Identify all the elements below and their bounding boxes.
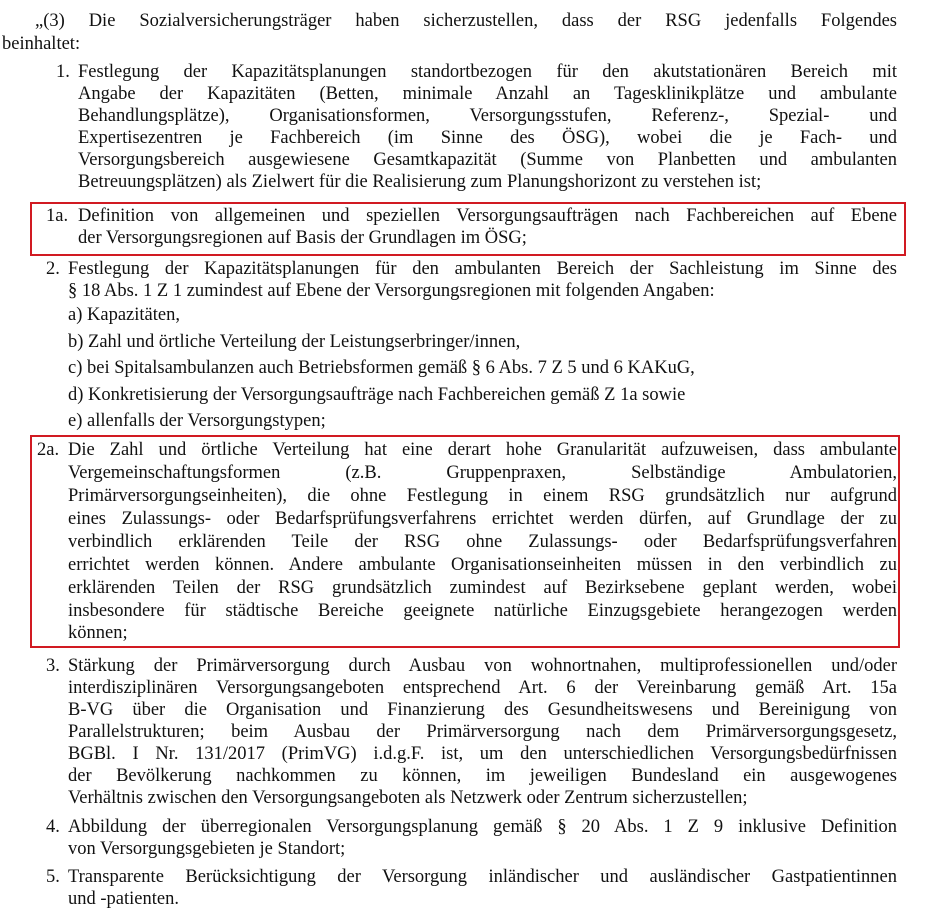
item-number: 1a.	[46, 206, 69, 226]
item-3-line-4: Parallelstrukturen; beim Ausbau der Primärversorgung nach dem Primärversorgungsgesetz,	[68, 722, 897, 742]
item-3-line-6: der Bevölkerung nachkommen zu können, im jeweiligen Bundesland ein ausgewogenes	[68, 766, 897, 786]
item-5-line-1: Transparente Berücksichtigung der Versorgung inländischer und ausländischer Gastpatientinnen	[68, 867, 897, 887]
item-2-line-2: § 18 Abs. 1 Z 1 zumindest auf Ebene der Versorgungsregionen mit folgenden Angaben:	[68, 281, 715, 301]
item-1-line-4: Expertisezentren je Fachbereich (im Sinne des ÖSG), wobei die je Fach- und	[78, 128, 897, 148]
item-2-subitem-a: a) Kapazitäten,	[68, 305, 180, 325]
item-2a-line-3: Primärversorgungseinheiten), die ohne Festlegung in einem RSG grundsätzlich nur aufgrund	[68, 486, 897, 506]
item-1-line-3: Behandlungsplätze), Organisationsformen, Versorgungsstufen, Referenz-, Spezial- und	[78, 106, 897, 126]
item-3-line-7: Verhältnis zwischen den Versorgungsangeboten als Netzwerk oder Zentrum sicherzustellen;	[68, 788, 748, 808]
intro-line-2: beinhaltet:	[2, 34, 81, 54]
item-1a-line-2: der Versorgungsregionen auf Basis der Grundlagen im ÖSG;	[78, 228, 527, 248]
item-1-line-5: Versorgungsbereich ausgewiesene Gesamtkapazität (Summe von Planbetten und ambulanten	[78, 150, 897, 170]
item-2-subitem-d: d) Konkretisierung der Versorgungsaufträge nach Fachbereichen gemäß Z 1a sowie	[68, 385, 686, 405]
item-number: 5.	[46, 867, 60, 887]
item-number: 4.	[46, 817, 60, 837]
item-2-subitem-b: b) Zahl und örtliche Verteilung der Leistungserbringer/innen,	[68, 332, 521, 352]
item-number: 2.	[46, 259, 60, 279]
item-1-line-6: Betreuungsplätzen) als Zielwert für die Realisierung zum Planungshorizont zu verstehen ist;	[78, 172, 762, 192]
item-2-subitem-e: e) allenfalls der Versorgungstypen;	[68, 411, 326, 431]
item-1-line-2: Angabe der Kapazitäten (Betten, minimale Anzahl an Tagesklinikplätze und ambulante	[78, 84, 897, 104]
item-3-line-5: BGBl. I Nr. 131/2017 (PrimVG) i.d.g.F. ist, um den unterschiedlichen Versorgungsbedürfnissen	[68, 744, 897, 764]
intro-line-1: „(3) Die Sozialversicherungsträger haben sicherzustellen, dass der RSG jedenfalls Folgendes	[35, 11, 897, 31]
item-2a-line-9: können;	[68, 623, 128, 643]
item-2a-line-2: Vergemeinschaftungsformen (z.B. Gruppenpraxen, Selbständige Ambulatorien,	[68, 463, 897, 483]
item-number: 2a.	[37, 440, 60, 460]
item-2a-line-6: errichtet werden können. Andere ambulante Organisationseinheiten müssen in den verbindlich zu	[68, 555, 897, 575]
item-2a-line-7: erklärenden Teilen der RSG grundsätzlich zumindest auf Bezirksebene geplant werden, wobei	[68, 578, 897, 598]
item-4-line-2: von Versorgungsgebieten je Standort;	[68, 839, 346, 859]
item-3-line-3: B-VG über die Organisation und Finanzierung des Gesundheitswesens und Bereinigung von	[68, 700, 897, 720]
item-1a-line-1: Definition von allgemeinen und speziellen Versorgungsaufträgen nach Fachbereichen auf Ebene	[78, 206, 897, 226]
item-2a-line-1: Die Zahl und örtliche Verteilung hat eine derart hohe Granularität aufzuweisen, dass ambulante	[68, 440, 897, 460]
item-number: 3.	[46, 656, 60, 676]
item-4-line-1: Abbildung der überregionalen Versorgungsplanung gemäß § 20 Abs. 1 Z 9 inklusive Definition	[68, 817, 897, 837]
item-3-line-2: interdisziplinären Versorgungsangeboten entsprechend Art. 6 der Vereinbarung gemäß Art. 15a	[68, 678, 897, 698]
item-3-line-1: Stärkung der Primärversorgung durch Ausbau von wohnortnahen, multiprofessionellen und/oder	[68, 656, 897, 676]
item-2a-line-5: verbindlich erklärenden Teile der RSG ohne Zulassungs- oder Bedarfsprüfungsverfahren	[68, 532, 897, 552]
item-5-line-2: und -patienten.	[68, 889, 179, 909]
item-2-subitem-c: c) bei Spitalsambulanzen auch Betriebsformen gemäß § 6 Abs. 7 Z 5 und 6 KAKuG,	[68, 358, 695, 378]
item-2a-line-4: eines Zulassungs- oder Bedarfsprüfungsverfahrens errichtet werden dürfen, auf Grundlage der zu	[68, 509, 897, 529]
item-1-line-1: Festlegung der Kapazitätsplanungen standortbezogen für den akutstationären Bereich mit	[78, 62, 897, 82]
item-number: 1.	[56, 62, 70, 82]
item-2-line-1: Festlegung der Kapazitätsplanungen für den ambulanten Bereich der Sachleistung im Sinne des	[68, 259, 897, 279]
clipped-previous-line	[0, 0, 938, 2]
item-2a-line-8: insbesondere für städtische Bereiche geeignete natürliche Einzugsgebiete herangezogen werden	[68, 601, 897, 621]
